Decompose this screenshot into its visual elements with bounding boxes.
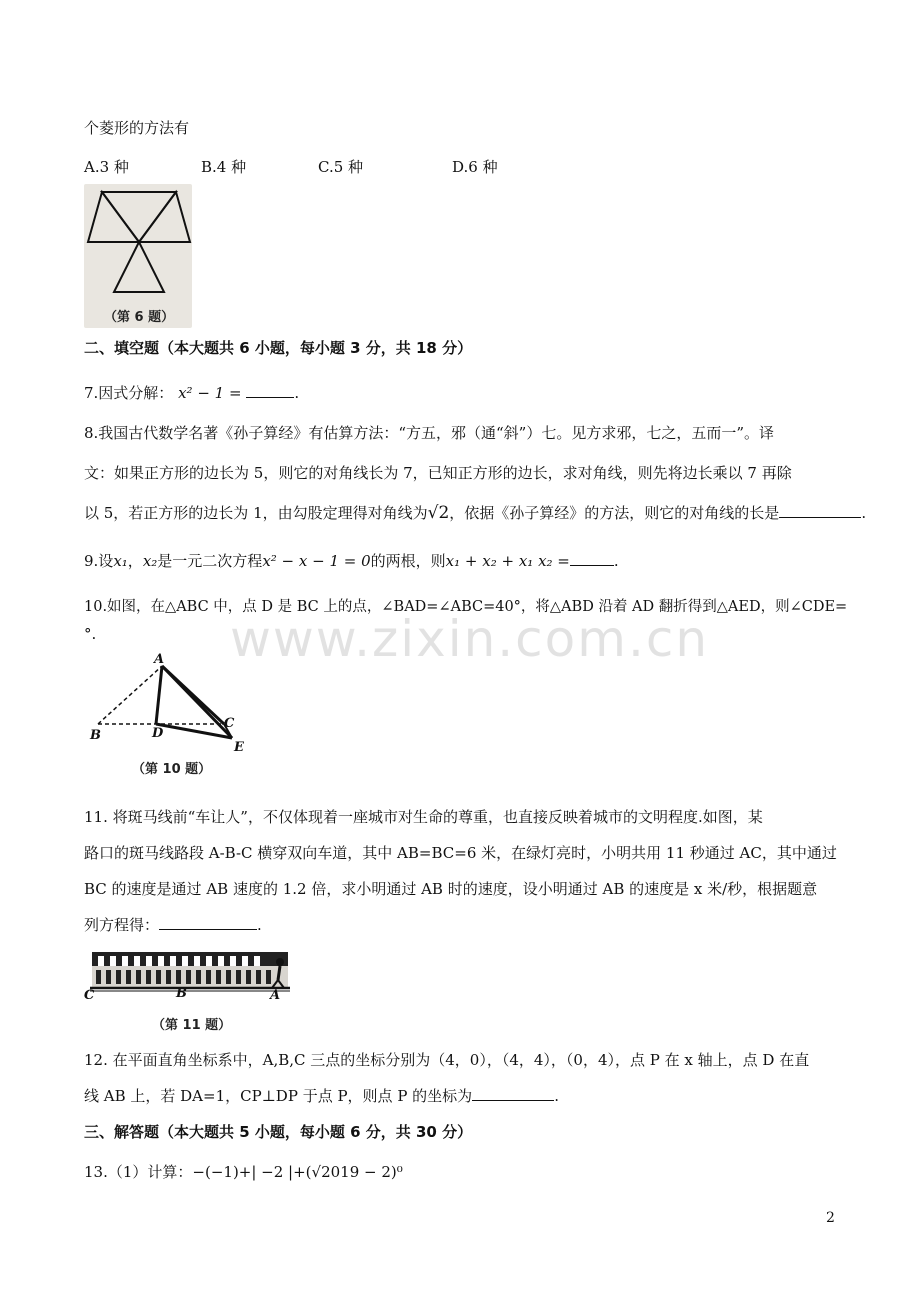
watermark: www.zixin.com.cn (230, 610, 710, 668)
section-3-heading: 三、解答题（本大题共 5 小题，每小题 6 分，共 30 分） (84, 1123, 473, 1141)
q6-option-b: B.4 种 (201, 158, 247, 176)
q11-answer-blank (159, 915, 257, 930)
label-b: B (176, 986, 187, 1001)
q9-equation: x² − x − 1 = 0 (262, 552, 371, 570)
q6-option-a: A.3 种 (84, 158, 129, 176)
q12-line-2-text: 线 AB 上，若 DA=1，CP⊥DP 于点 P，则点 P 的坐标为 (84, 1087, 473, 1105)
label-d: D (152, 726, 164, 741)
q9-answer-blank (570, 551, 614, 566)
q9-x2: x₂ (142, 552, 158, 570)
q12-answer-blank (472, 1086, 554, 1101)
q11-line-4-text: 列方程得： (84, 916, 160, 934)
section-2-heading: 二、填空题（本大题共 6 小题，每小题 3 分，共 18 分） (84, 339, 473, 357)
q7-tail: . (294, 384, 300, 402)
q11-figure (84, 950, 296, 1006)
q12-tail: . (554, 1087, 559, 1105)
q11-tail: . (257, 916, 262, 934)
q9-text-3: 的两根，则 (370, 552, 446, 570)
q7-expression: x² − 1 = (178, 384, 242, 402)
q8-answer-blank (779, 503, 861, 518)
q11-line-1: 11. 将斑马线前“车让人”，不仅体现着一座城市对生命的尊重，也直接反映着城市的文明程度.如图，某 (84, 808, 763, 826)
label-a: A (270, 988, 281, 1003)
q8-line-3 (84, 503, 866, 523)
q6-option-c: C.5 种 (318, 158, 364, 176)
q11-line-4 (84, 915, 262, 935)
q9-sep: ， (127, 552, 143, 570)
q13-text: 13.（1）计算： (84, 1163, 193, 1181)
q10-caption: （第 10 题） (132, 762, 212, 777)
q8-tail: . (861, 504, 867, 522)
q8-line-3a: 以 5，若正方形的边长为 1，由勾股定理得对角线为 (84, 504, 428, 522)
label-a: A (154, 652, 165, 667)
q9-x1: x₁ (113, 552, 128, 570)
q9-tail: . (613, 552, 619, 570)
q11-line-3: BC 的速度是通过 AB 速度的 1.2 倍，求小明通过 AB 时的速度，设小明通过 AB 的速度是 x 米/秒，根据题意 (84, 880, 818, 898)
q9-text-2: 是一元二次方程 (157, 552, 263, 570)
q8-line-2: 文：如果正方形的边长为 5，则它的对角线长为 7，已知正方形的边长，求对角线，则先将边长乘以 7 再除 (84, 464, 792, 482)
q7 (84, 383, 299, 403)
q8-line-1: 8.我国古代数学名著《孙子算经》有估算方法：“方五，邪（通“斜”）七。见方求邪，七之，五而一”。译 (84, 424, 774, 442)
q9-expression: x₁ + x₂ + x₁ x₂ = (445, 552, 570, 570)
q7-answer-blank (246, 383, 294, 398)
sqrt-two: √2 (427, 503, 450, 523)
q7-text: 7.因式分解： (84, 384, 174, 402)
label-b: B (90, 728, 101, 743)
q11-line-2: 路口的斑马线路段 A-B-C 横穿双向车道，其中 AB=BC=6 米，在绿灯亮时，小明共用 11 秒通过 AC，其中通过 (84, 844, 837, 862)
label-c: C (224, 716, 235, 731)
q12-line-2 (84, 1086, 559, 1106)
q13 (84, 1162, 403, 1182)
label-c: C (84, 988, 95, 1003)
q10-line-1: 10.如图，在△ABC 中，点 D 是 BC 上的点，∠BAD=∠ABC=40°，将△ABD 沿着 AD 翻折得到△AED，则∠CDE= (84, 599, 848, 615)
q8-line-3b: ，依据《孙子算经》的方法，则它的对角线的长是 (449, 504, 780, 522)
q10-line-2: °. (84, 625, 97, 643)
q6-option-d: D.6 种 (452, 158, 498, 176)
crosswalk-diagram (84, 950, 296, 1006)
page-number: 2 (826, 1210, 835, 1226)
q13-expression: −(−1)+| −2 |+(√2019 − 2)⁰ (192, 1163, 403, 1181)
q12-line-1: 12. 在平面直角坐标系中，A,B,C 三点的坐标分别为（4，0），（4，4），（0，4），点 P 在 x 轴上，点 D 在直 (84, 1051, 810, 1069)
q11-caption: （第 11 题） (152, 1018, 232, 1033)
q9-text-1: 9.设 (84, 552, 114, 570)
q6-caption: （第 6 题） (104, 310, 175, 325)
q6-text: 个菱形的方法有 (84, 119, 190, 137)
q9 (84, 551, 619, 571)
label-e: E (234, 740, 244, 755)
